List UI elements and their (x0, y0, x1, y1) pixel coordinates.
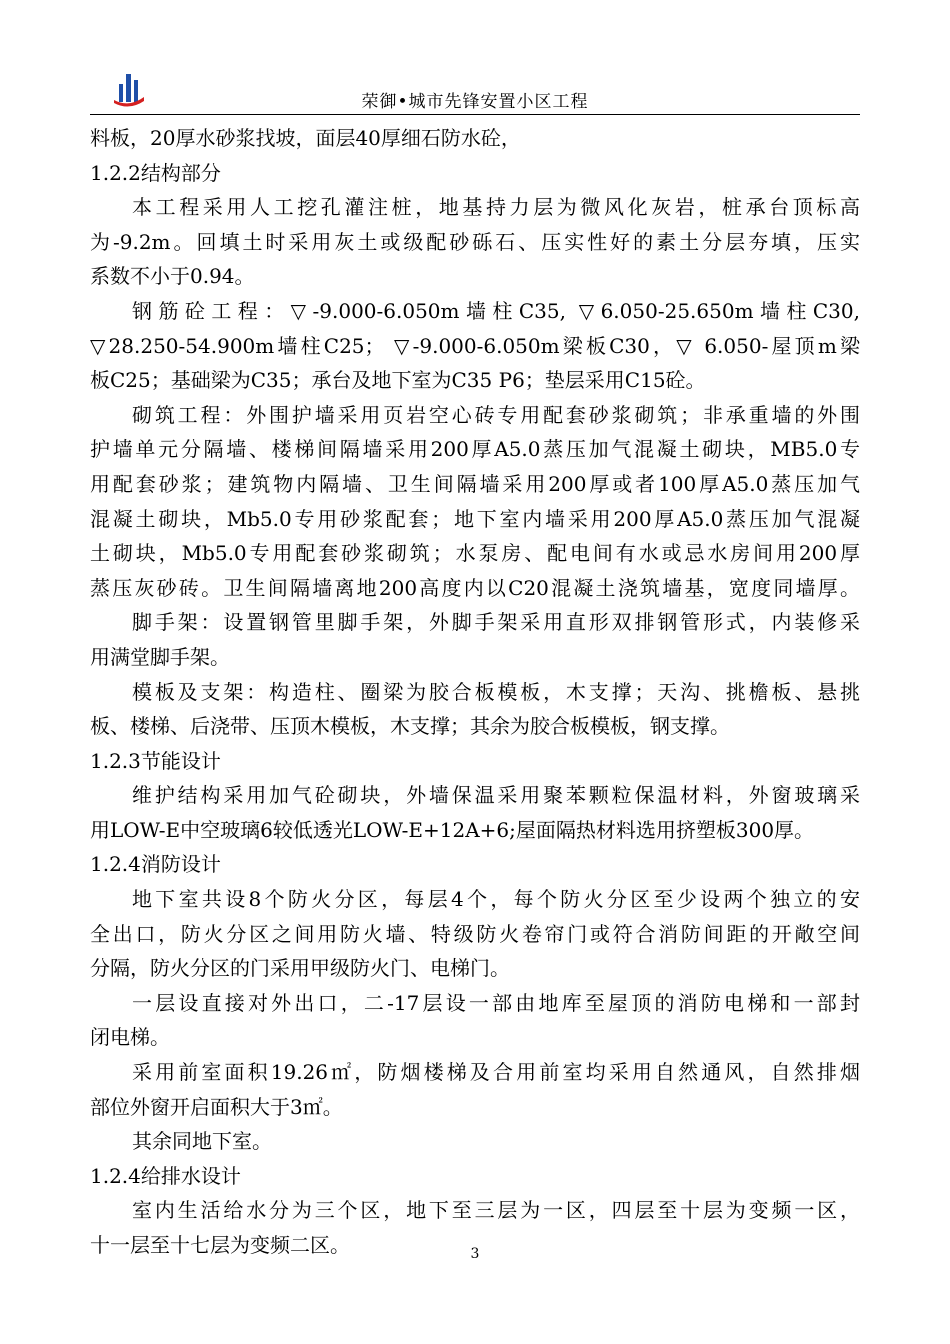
text-line: 脚手架：设置钢管里脚手架，外脚手架采用直形双排钢管形式，内装修采 (132, 610, 860, 635)
text-line: 1.2.4消防设计 (90, 852, 221, 877)
header-title: 荣御•城市先锋安置小区工程 (361, 92, 589, 112)
text-line: 室内生活给水分为三个区，地下至三层为一区，四层至十层为变频一区， (132, 1198, 860, 1223)
text-line: 分隔，防火分区的门采用甲级防火门、电梯门。 (90, 956, 510, 981)
text-line: 地下室共设8个防火分区，每层4个，每个防火分区至少设两个独立的安 (132, 887, 860, 912)
text-line: 采用前室面积19.26㎡，防烟楼梯及合用前室均采用自然通风，自然排烟 (132, 1060, 860, 1085)
text-line: 板、楼梯、后浇带、压顶木模板，木支撑；其余为胶合板模板，钢支撑。 (90, 714, 730, 739)
text-line: 用配套砂浆；建筑物内隔墙、卫生间隔墙采用200厚或者100厚A5.0蒸压加气 (90, 471, 860, 496)
text-line: 蒸压灰砂砖。卫生间隔墙离地200高度内以C20混凝土浇筑墙基，宽度同墙厚。 (90, 575, 860, 600)
text-line: 系数不小于0.94。 (90, 264, 255, 289)
text-line: 板C25；基础梁为C35；承台及地下室为C35 P6；垫层采用C15砼。 (90, 368, 706, 393)
text-line: 1.2.2结构部分 (90, 160, 221, 185)
text-line: 1.2.4给排水设计 (90, 1163, 241, 1188)
text-line: 混凝土砌块，Mb5.0专用砂浆配套；地下室内墙采用200厚A5.0蒸压加气混凝 (90, 506, 860, 531)
text-line: 全出口，防火分区之间用防火墙、特级防火卷帘门或符合消防间距的开敞空间 (90, 921, 860, 946)
text-line: 土砌块，Mb5.0专用配套砂浆砌筑；水泵房、配电间有水或忌水房间用200厚 (90, 541, 860, 566)
text-line: 十一层至十七层为变频二区。 (90, 1233, 350, 1257)
text-line: 本工程采用人工挖孔灌注桩，地基持力层为微风化灰岩，桩承台顶标高 (132, 195, 860, 220)
text-line: 维护结构采用加气砼砌块，外墙保温采用聚苯颗粒保温材料，外窗玻璃采 (132, 783, 860, 808)
text-line: 1.2.3节能设计 (90, 748, 221, 773)
text-line: 料板，20厚水砂浆找坡，面层40厚细石防水砼， (90, 126, 521, 150)
text-line: 模板及支架：构造柱、圈梁为胶合板模板，木支撑；天沟、挑檐板、悬挑 (132, 679, 860, 704)
text-line: 为-9.2m。回填土时采用灰土或级配砂砾石、压实性好的素土分层夯填，压实 (90, 229, 860, 254)
text-line: 部位外窗开启面积大于3㎡。 (90, 1094, 343, 1119)
text-line: 其余同地下室。 (132, 1129, 272, 1154)
text-line: 钢筋砼工程：▽-9.000-6.050m墙柱C35, ▽6.050-25.650m墙柱C30, (132, 298, 860, 323)
text-line: ▽28.250-54.900m墙柱C25； ▽-9.000-6.050m梁板C30，▽ 6.050-屋顶m梁 (90, 333, 860, 358)
document-body (90, 121, 860, 1263)
page-number: 3 (470, 1246, 480, 1262)
text-line: 一层设直接对外出口，二-17层设一部由地库至屋顶的消防电梯和一部封 (132, 990, 860, 1015)
header-divider (90, 114, 860, 115)
text-line: 砌筑工程：外围护墙采用页岩空心砖专用配套砂浆砌筑；非承重墙的外围 (132, 402, 860, 427)
text-line: 用LOW-E中空玻璃6较低透光LOW-E+12A+6;屋面隔热材料选用挤塑板300厚。 (90, 817, 815, 842)
text-line: 闭电梯。 (90, 1025, 170, 1050)
text-line: 用满堂脚手架。 (90, 644, 230, 669)
text-line: 护墙单元分隔墙、楼梯间隔墙采用200厚A5.0蒸压加气混凝土砌块，MB5.0专 (90, 437, 860, 462)
